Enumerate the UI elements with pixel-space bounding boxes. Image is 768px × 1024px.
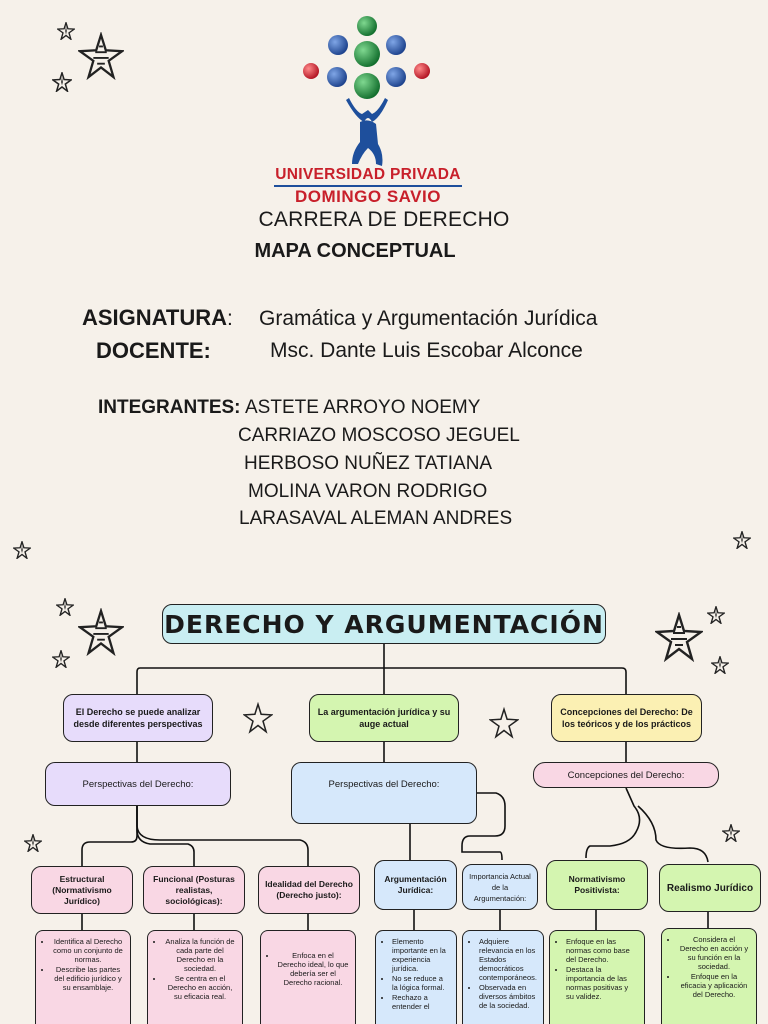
member-name: MOLINA VARON RODRIGO <box>248 481 488 502</box>
node-ideality: Idealidad del Derecho (Derecho justo): <box>258 866 360 914</box>
detail-item: • Observada en diversos ámbitos de la sociedad. <box>479 983 537 1010</box>
detail-item: • Se centra en el Derecho en acción, su eficacia real. <box>164 974 236 1001</box>
node-functional: Funcional (Posturas realistas, sociológicas): <box>143 866 245 914</box>
member-name: CARRIAZO MOSCOSO JEGUEL <box>238 425 520 446</box>
detail-item: • Elemento importante en la experiencia jurídica. <box>392 937 450 973</box>
document-type: MAPA CONCEPTUAL <box>254 240 456 262</box>
detail-argumentation <box>375 930 457 1024</box>
subject-value: Gramática y Argumentación Jurídica <box>259 307 598 330</box>
teacher-value: Msc. Dante Luis Escobar Alconce <box>270 339 583 362</box>
detail-item: • Adquiere relevancia en los Estados democráticos contemporáneos. <box>479 937 537 982</box>
detail-functional <box>147 930 243 1024</box>
detail-item: • Enfoque en las normas como base del Derecho. <box>566 937 638 964</box>
member-name: HERBOSO NUÑEZ TATIANA <box>244 453 493 474</box>
detail-realism <box>661 928 757 1024</box>
branch-perspectives: El Derecho se puede analizar desde diferentes perspectivas <box>63 694 213 742</box>
member-name: LARASAVAL ALEMAN ANDRES <box>239 508 513 529</box>
detail-item: • Destaca la importancia de las normas positivas y su validez. <box>566 965 638 1001</box>
branch-argumentation: La argumentación jurídica y su auge actual <box>309 694 459 742</box>
sub-conceptions: Concepciones del Derecho: <box>533 762 719 788</box>
teacher-label: DOCENTE: <box>96 338 211 363</box>
detail-importance <box>462 930 544 1024</box>
map-title: DERECHO Y ARGUMENTACIÓN <box>162 604 606 644</box>
detail-item: • Enfoca en el Derecho ideal, lo que debería ser el Derecho racional. <box>277 951 349 987</box>
detail-item: • Rechazo a entender el <box>392 993 450 1011</box>
career-title: CARRERA DE DERECHO <box>258 208 510 231</box>
detail-item: • No se reduce a la lógica formal. <box>392 974 450 992</box>
node-legal-argumentation: Argumentación Jurídica: <box>374 860 457 910</box>
members-label: INTEGRANTES: <box>98 397 241 418</box>
node-current-importance: Importancia Actual de la Argumentación: <box>462 864 538 910</box>
branch-conceptions: Concepciones del Derecho: De los teóricos y de los prácticos <box>551 694 702 742</box>
detail-item: • Analiza la función de cada parte del Derecho en la sociedad. <box>164 937 236 973</box>
member-name: ASTETE ARROYO NOEMY <box>245 397 481 418</box>
detail-item: • Identifica al Derecho como un conjunto de normas. <box>52 937 124 964</box>
node-positivism: Normativismo Positivista: <box>546 860 648 910</box>
detail-positivism <box>549 930 645 1024</box>
university-name-line1: UNIVERSIDAD PRIVADA <box>275 166 461 183</box>
node-structural: Estructural (Normativismo Jurídico) <box>31 866 133 914</box>
subject-colon: : <box>227 307 233 330</box>
detail-ideality <box>260 930 356 1024</box>
detail-structural <box>35 930 131 1024</box>
detail-item: • Considera el Derecho en acción y su función en la sociedad. <box>678 935 750 971</box>
detail-item: • Describe las partes del edificio jurídico y su ensamblaje. <box>52 965 124 992</box>
subject-label: ASIGNATURA <box>82 305 228 330</box>
university-name-line2: DOMINGO SAVIO <box>295 187 441 203</box>
detail-item: • Enfoque en la eficacia y aplicación del Derecho. <box>678 972 750 999</box>
node-legal-realism: Realismo Jurídico <box>659 864 761 912</box>
sub-perspectives-left: Perspectivas del Derecho: <box>45 762 231 806</box>
sub-perspectives-center: Perspectivas del Derecho: <box>291 762 477 824</box>
